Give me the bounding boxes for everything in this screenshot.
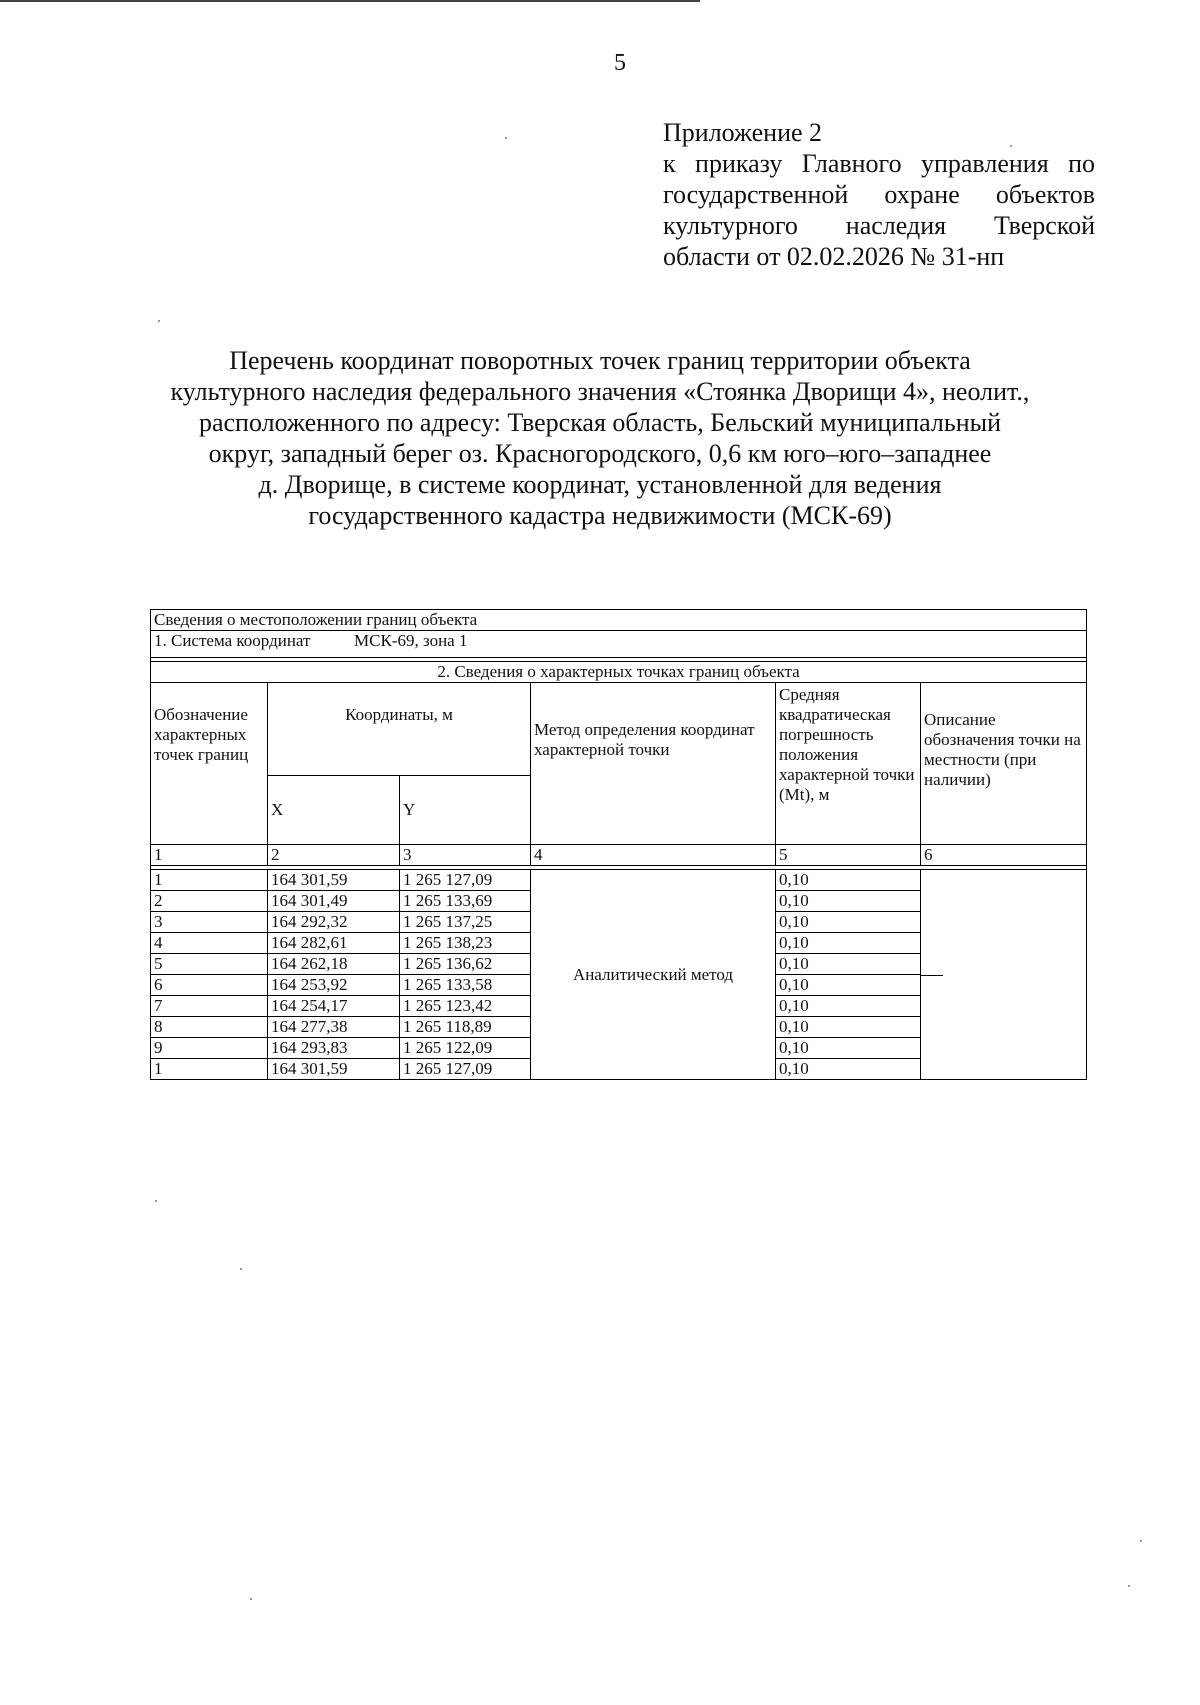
scan-speck <box>240 1268 242 1270</box>
table-row <box>151 870 1087 891</box>
page-number: 5 <box>614 50 626 76</box>
point-x: 164 301,59 <box>268 870 400 891</box>
point-x: 164 293,83 <box>268 1038 400 1059</box>
scan-speck <box>155 1200 157 1202</box>
heading-line-1: Перечень координат поворотных точек границ территории объекта <box>229 346 971 375</box>
appendix-line-3: культурного наследия Тверской <box>663 211 1095 240</box>
section-title-row <box>151 610 1087 631</box>
heading-line-4: округ, западный берег оз. Красногородского, 0,6 км юго–юго–западнее <box>208 439 992 468</box>
point-y: 1 265 122,09 <box>400 1038 531 1059</box>
appendix-title: Приложение 2 <box>663 118 823 147</box>
coordinate-system-row <box>151 631 1087 658</box>
point-error: 0,10 <box>776 1059 921 1080</box>
section-title: Сведения о местоположении границ объекта <box>151 610 1087 631</box>
point-error: 0,10 <box>776 912 921 933</box>
point-y: 1 265 137,25 <box>400 912 531 933</box>
point-error: 0,10 <box>776 954 921 975</box>
column-number: 5 <box>776 845 921 866</box>
heading-line-6: государственного кадастра недвижимости (МСК-69) <box>308 501 892 530</box>
scan-speck <box>250 1598 252 1600</box>
header-y: Y <box>400 776 531 845</box>
point-y: 1 265 133,58 <box>400 975 531 996</box>
header-description: Описание обозначения точки на местности (при наличии) <box>921 683 1087 845</box>
point-y: 1 265 127,09 <box>400 870 531 891</box>
coordinate-system-value: МСК-69, зона 1 <box>354 631 468 650</box>
point-x: 164 282,61 <box>268 933 400 954</box>
point-y: 1 265 138,23 <box>400 933 531 954</box>
header-row-1 <box>151 683 1087 776</box>
page-top-border <box>0 0 700 2</box>
appendix-line-2: государственной охране объектов <box>663 180 1095 209</box>
point-error: 0,10 <box>776 996 921 1017</box>
point-number: 2 <box>151 891 268 912</box>
point-y: 1 265 136,62 <box>400 954 531 975</box>
point-number: 6 <box>151 975 268 996</box>
header-designation: Обозначение характерных точек границ <box>151 683 268 845</box>
heading-line-5: д. Дворище, в системе координат, установленной для ведения <box>258 470 942 499</box>
column-number: 4 <box>531 845 776 866</box>
column-number: 1 <box>151 845 268 866</box>
point-number: 4 <box>151 933 268 954</box>
scan-speck <box>158 320 160 322</box>
point-error: 0,10 <box>776 1017 921 1038</box>
document-heading <box>130 345 1070 531</box>
heading-line-2: культурного наследия федерального значения «Стоянка Дворищи 4», неолит., <box>170 377 1030 406</box>
point-y: 1 265 118,89 <box>400 1017 531 1038</box>
point-y: 1 265 133,69 <box>400 891 531 912</box>
header-x: X <box>268 776 400 845</box>
point-error: 0,10 <box>776 1038 921 1059</box>
header-coordinates: Координаты, м <box>268 683 531 776</box>
point-x: 164 301,59 <box>268 1059 400 1080</box>
point-y: 1 265 123,42 <box>400 996 531 1017</box>
coordinate-system-label: 1. Система координат <box>154 631 311 650</box>
point-x: 164 277,38 <box>268 1017 400 1038</box>
description-value-cell <box>921 870 1087 1080</box>
heading-line-3: расположенного по адресу: Тверская область, Бельский муниципальный <box>198 408 1002 437</box>
method-value: Аналитический метод <box>531 870 776 1080</box>
points-title-row <box>151 662 1087 683</box>
point-error: 0,10 <box>776 870 921 891</box>
header-error: Средняя квадратическая погрешность положения характерной точки (Mt), м <box>776 683 921 845</box>
point-x: 164 301,49 <box>268 891 400 912</box>
point-error: 0,10 <box>776 975 921 996</box>
point-number: 5 <box>151 954 268 975</box>
scan-speck <box>505 137 507 139</box>
appendix-block <box>663 117 1095 272</box>
appendix-line-4: области от 02.02.2026 № 31-нп <box>663 242 1005 271</box>
column-number: 6 <box>921 845 1087 866</box>
point-error: 0,10 <box>776 933 921 954</box>
coordinates-table <box>150 609 1087 1080</box>
scan-speck <box>1010 145 1012 147</box>
point-number: 9 <box>151 1038 268 1059</box>
points-title: 2. Сведения о характерных точках границ объекта <box>151 662 1087 683</box>
point-number: 3 <box>151 912 268 933</box>
scan-speck <box>1140 1540 1142 1542</box>
point-error: 0,10 <box>776 891 921 912</box>
point-x: 164 292,32 <box>268 912 400 933</box>
point-number: 7 <box>151 996 268 1017</box>
description-dash <box>921 975 943 977</box>
point-y: 1 265 127,09 <box>400 1059 531 1080</box>
header-method: Метод определения координат характерной точки <box>531 683 776 845</box>
point-x: 164 254,17 <box>268 996 400 1017</box>
column-number-row <box>151 845 1087 866</box>
point-number: 1 <box>151 1059 268 1080</box>
point-x: 164 253,92 <box>268 975 400 996</box>
column-number: 2 <box>268 845 400 866</box>
column-number: 3 <box>400 845 531 866</box>
point-x: 164 262,18 <box>268 954 400 975</box>
point-number: 8 <box>151 1017 268 1038</box>
appendix-line-1: к приказу Главного управления по <box>663 149 1095 178</box>
scan-speck <box>1128 1585 1130 1587</box>
point-number: 1 <box>151 870 268 891</box>
